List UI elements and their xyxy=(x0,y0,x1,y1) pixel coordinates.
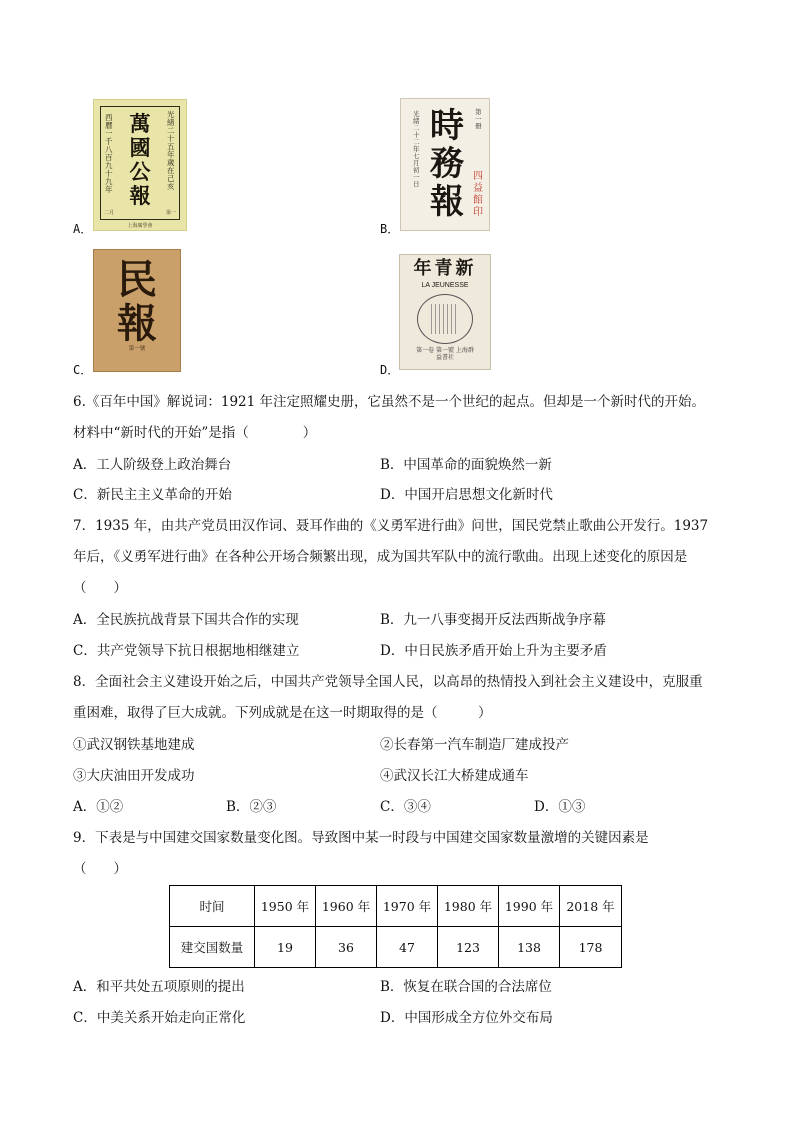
question-6-line: 材料中“新时代的开始”是指（ ） xyxy=(73,425,317,441)
table-cell-count: 138 xyxy=(499,927,560,968)
question-9-option-a: A．和平共处五项原则的提出 xyxy=(73,979,245,995)
table-cell-count: 123 xyxy=(438,927,499,968)
question-9-option-b: B．恢复在联合国的合法席位 xyxy=(380,979,552,995)
question-7-option-c: C．共产党领导下抗日根据地相继建立 xyxy=(73,643,300,659)
question-9-option-c: C．中美关系开始走向正常化 xyxy=(73,1010,246,1026)
cover-side-text: 第一冊 xyxy=(475,108,482,130)
question-7-line: 7．1935 年，由共产党员田汉作词、聂耳作曲的《义勇军进行曲》问世，国民党禁止歌曲公开发行。1937 xyxy=(73,518,709,534)
cover-title: 年青新 xyxy=(413,258,477,279)
question-8-item: ③大庆油田开发成功 xyxy=(73,768,195,784)
question-8-item: ①武汉钢铁基地建成 xyxy=(73,737,195,753)
table-cell-count: 36 xyxy=(316,927,377,968)
table-cell-year: 1970 年 xyxy=(377,886,438,927)
cover-side-text: 西曆一千八百九十九年 xyxy=(105,113,113,194)
diplomatic-relations-table xyxy=(169,885,622,968)
question-8-option-b: B．②③ xyxy=(226,799,277,815)
table-cell-year: 1960 年 xyxy=(316,886,377,927)
table-row xyxy=(170,886,622,927)
question-8-option-a: A．①② xyxy=(73,799,124,815)
question-8-item: ②长春第一汽车制造厂建成投产 xyxy=(380,737,569,753)
cover-side-text: 光緒二十五年歲在己亥 xyxy=(167,110,175,191)
question-8-option-c: C．③④ xyxy=(380,799,431,815)
shiwu-bao-cover-image xyxy=(400,98,490,231)
table-row-header: 时间 xyxy=(170,886,255,927)
question-8-line: 8．全面社会主义建设开始之后，中国共产党领导全国人民，以高昂的热情投入到社会主义建设中，克服重 xyxy=(73,674,703,690)
cover-portrait-frame xyxy=(417,294,473,344)
question-9-line: （ ） xyxy=(73,861,127,877)
image-label-c: C． xyxy=(73,363,93,377)
xin-qingnian-cover-image xyxy=(399,254,491,370)
cover-subtitle: LA JEUNESSE xyxy=(421,282,469,289)
question-9-line: 9．下表是与中国建交国家数量变化图。导致图中某一时段与中国建交国家数量激增的关键因素是 xyxy=(73,830,649,846)
wanguo-gongbao-cover-image xyxy=(93,99,187,231)
cover-small-text: 二月 xyxy=(104,210,115,216)
table-cell-count: 47 xyxy=(377,927,438,968)
question-8-item: ④武汉长江大桥建成通车 xyxy=(380,768,529,784)
table-row-header: 建交国数量 xyxy=(170,927,255,968)
question-6-option-c: C．新民主主义革命的开始 xyxy=(73,487,232,503)
cover-title: 萬國公報 xyxy=(129,111,151,208)
question-6-line: 6.《百年中国》解说词：1921 年注定照耀史册，它虽然不是一个世纪的起点。但却是一个新时代的开始。 xyxy=(73,394,706,410)
table-cell-count: 19 xyxy=(255,927,316,968)
image-label-b: B． xyxy=(380,222,400,236)
cover-title: 時務報 xyxy=(430,106,464,222)
question-6-option-b: B．中国革命的面貌焕然一新 xyxy=(380,457,552,473)
question-7-option-a: A．全民族抗战背景下国共合作的实现 xyxy=(73,612,299,628)
question-7-line: （ ） xyxy=(73,580,127,596)
question-7-option-b: B．九一八事变揭开反法西斯战争序幕 xyxy=(380,612,606,628)
question-7-line: 年后，《义勇军进行曲》在各种公开场合频繁出现，成为国共军队中的流行歌曲。出现上述变化的原因是 xyxy=(73,549,688,565)
question-7-option-d: D．中日民族矛盾开始上升为主要矛盾 xyxy=(380,643,607,659)
question-6-option-d: D．中国开启思想文化新时代 xyxy=(380,487,553,503)
cover-footer: 第一卷 第一號 上海群益書社 xyxy=(416,347,474,361)
question-8-line: 重困难，取得了巨大成就。下列成就是在这一时期取得的是（ ） xyxy=(73,705,492,721)
question-9-option-d: D．中国形成全方位外交布局 xyxy=(380,1010,553,1026)
min-bao-cover-image xyxy=(93,249,181,372)
table-cell-year: 1980 年 xyxy=(438,886,499,927)
table-cell-year: 1950 年 xyxy=(255,886,316,927)
image-label-d: D． xyxy=(380,363,400,377)
cover-small-text: 第一 xyxy=(165,210,176,216)
table-cell-count: 178 xyxy=(560,927,622,968)
question-6-option-a: A．工人阶级登上政治舞台 xyxy=(73,457,232,473)
table-cell-year: 2018 年 xyxy=(560,886,622,927)
cover-side-text: 光緒二十二年七月初一日 xyxy=(413,110,420,188)
cover-footer: 上海廣學會 xyxy=(127,223,153,229)
cover-title: 民報 xyxy=(117,256,157,347)
image-label-a: A． xyxy=(73,222,93,236)
table-row xyxy=(170,927,622,968)
table-cell-year: 1990 年 xyxy=(499,886,560,927)
question-8-option-d: D．①③ xyxy=(534,799,586,815)
cover-stamp: 四益館印 xyxy=(473,171,483,218)
cover-issue: 第一號 xyxy=(128,346,146,352)
